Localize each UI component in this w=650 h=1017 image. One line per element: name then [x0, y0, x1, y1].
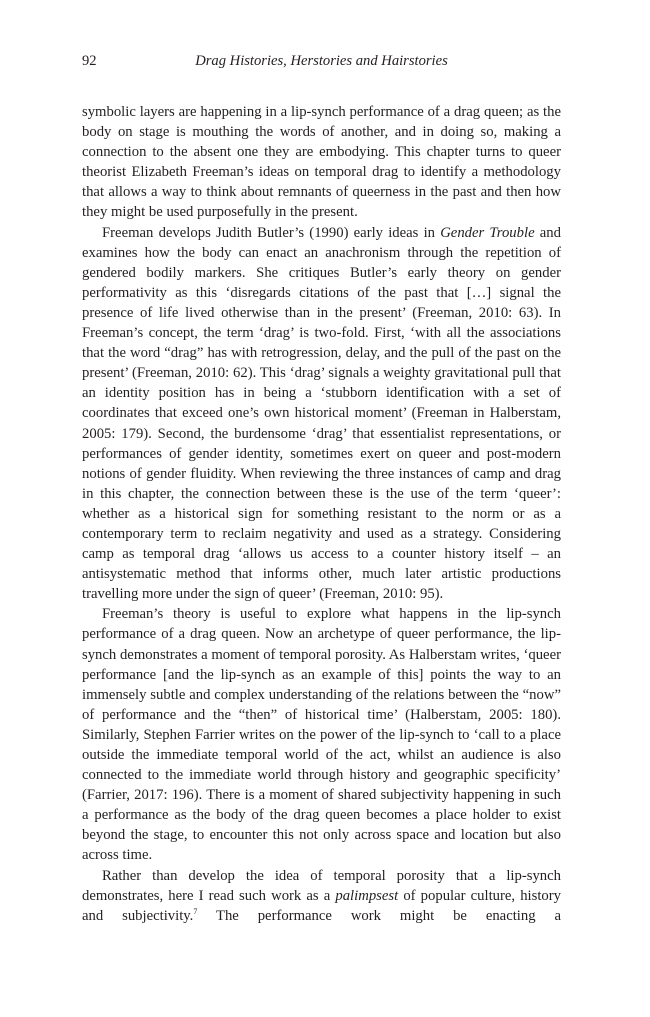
text-segment: Rather than develop the idea of temporal porosity that a lip-synch demonstrates, here I read such work as a — [82, 867, 561, 904]
paragraph-rather-than — [82, 866, 561, 926]
page-number: 92 — [82, 53, 97, 69]
text-segment: The performance work might be enacting a — [197, 907, 561, 924]
paragraph-freemans-theory — [82, 604, 561, 865]
paragraph-continued — [82, 102, 561, 223]
text-segment: symbolic layers are happening in a lip-synch performance of a drag queen; as the body on stage is mouthing the words of another, and in doing so, making a connection to the absent one they are embodying. This chapter turns to queer theorist Elizabeth Freeman’s ideas on temporal drag to identify a methodology that allows a way to think about remnants of queerness in the past and then how they might be used purposefully in the present. — [82, 104, 561, 221]
text-segment: of popular culture, history and subjectivity. — [82, 887, 561, 924]
text-segment: and examines how the body can enact an anachronism through the repetition of gendered bodily markers. She critiques Butler’s early theory on gender performativity as this ‘disregards citations of the past that […] signal the presence of life lived otherwise than in the present’ (Freeman, 2010: 63). In Freeman’s concept, the term ‘drag’ is two-fold. First, ‘with all the associations that the word “drag” has with retrogression, delay, and the pull of the past on the present’ (Freeman, 2010: 62). This ‘drag’ signals a weighty gravitational pull that an identity position has in being a ‘stubborn identification with a set of coordinates that exceed one’s own historical moment’ (Freeman in Halberstam, 2005: 179). Second, the burdensome ‘drag’ that essentialist representations, or performances of gender identity, sometimes exert on queer and post-modern notions of gender fluidity. When reviewing the three instances of camp and drag in this chapter, the connection between these is the use of the term ‘queer’: whether as a historical sign for something resistant to the norm or as a contemporary term to reclaim negativity and used as a strategy. Considering camp as temporal drag ‘allows us access to a counter history itself – an antisystematic method that informs other, much later artistic productions travelling more under the sign of queer’ (Freeman, 2010: 95). — [82, 224, 561, 603]
paragraph-freeman-develops — [82, 223, 561, 605]
book-title-gender-trouble: Gender Trouble — [440, 224, 535, 241]
text-segment: Freeman develops Judith Butler’s (1990) early ideas in — [102, 224, 441, 241]
running-title: Drag Histories, Herstories and Hairstories — [195, 53, 448, 69]
footnote-marker[interactable]: 7 — [193, 906, 198, 916]
book-page — [82, 50, 561, 926]
body-text — [82, 102, 561, 926]
text-segment: Freeman’s theory is useful to explore what happens in the lip-synch performance of a drag queen. Now an archetype of queer performance, the lip-synch demonstrates a moment of temporal porosity. As Halberstam writes, ‘queer performance [and the lip-synch as an example of this] points the way to an immensely subtle and complex understanding of the relations between the “now” of performance and the “then” of historical time’ (Halberstam, 2005: 180). Similarly, Stephen Farrier writes on the power of the lip-synch to ‘call to a place outside the immediate temporal world of the act, whilst an audience is also connected to the immediate world through history and geographic specificity’ (Farrier, 2017: 196). There is a moment of shared subjectivity happening in such a performance as the body of the drag queen becomes a place holder to exist beyond the stage, to encounter this not only across space and location but also across time. — [82, 606, 561, 864]
term-palimpsest: palimpsest — [335, 887, 399, 904]
running-header — [82, 50, 561, 72]
